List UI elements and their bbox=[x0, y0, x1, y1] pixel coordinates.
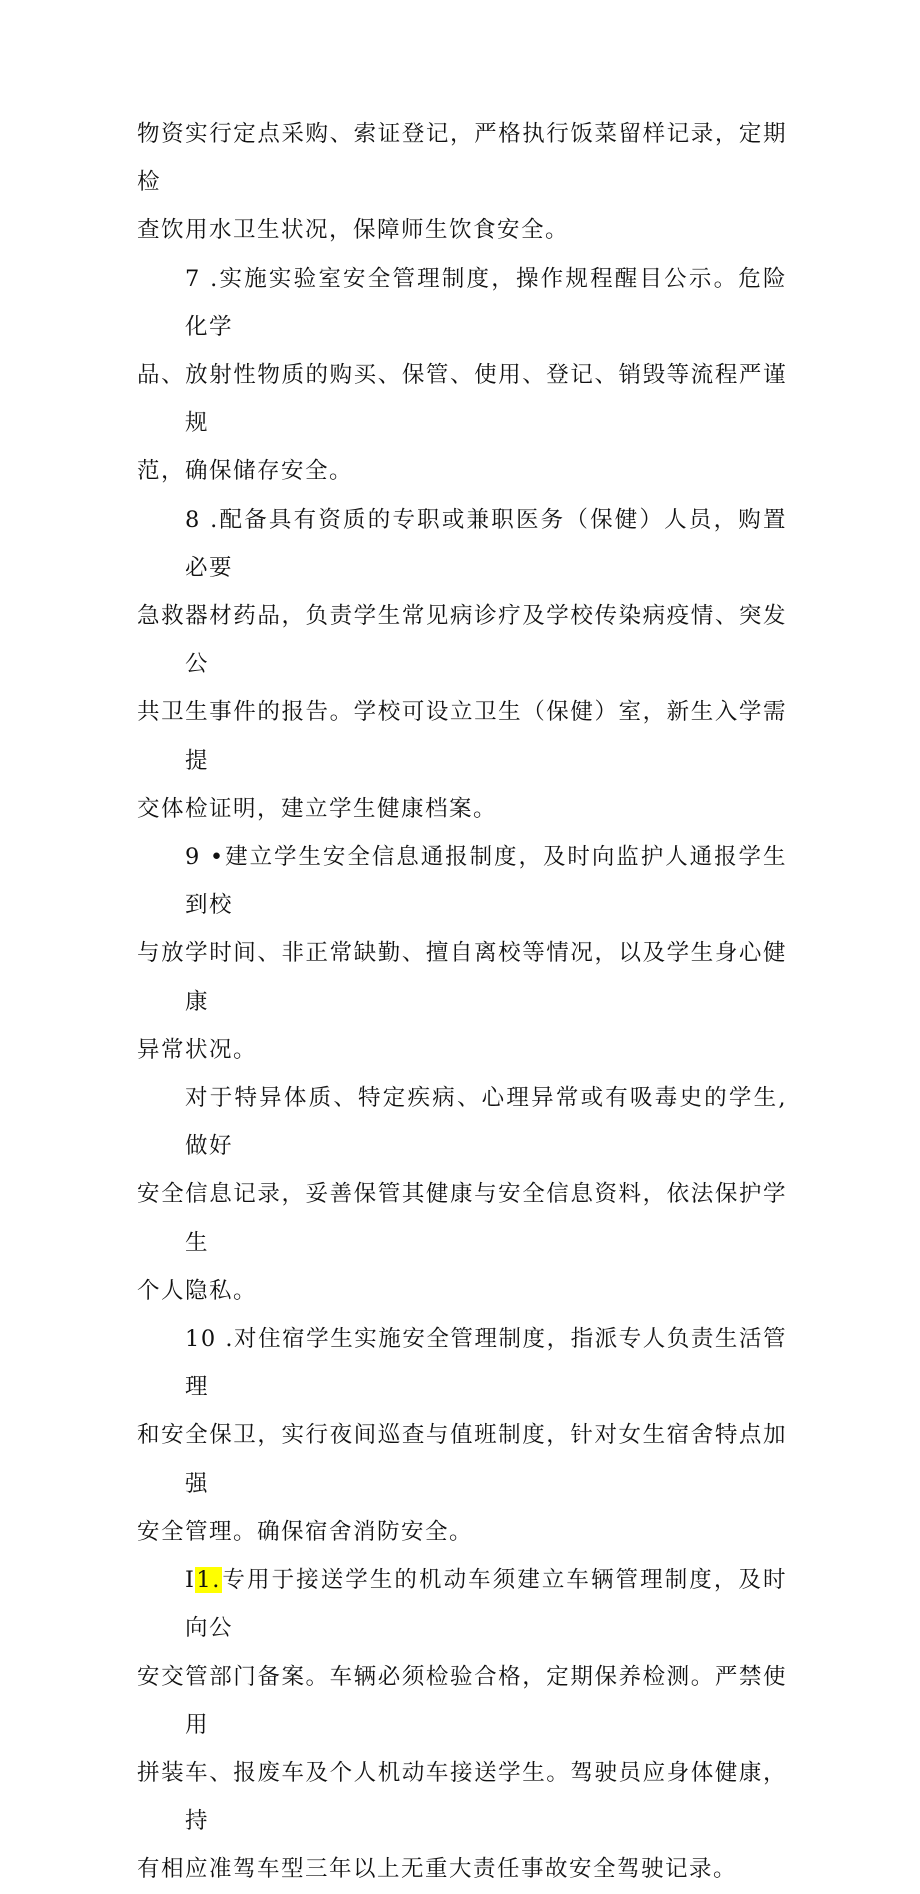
document-body bbox=[137, 110, 787, 1894]
text-line: 对于特异体质、特定疾病、心理异常或有吸毒史的学生,做好 bbox=[185, 1085, 787, 1160]
text-line: 交体检证明，建立学生健康档案。 bbox=[137, 795, 498, 822]
paragraph-item-9-detail bbox=[137, 1074, 787, 1315]
paragraph-item-9 bbox=[137, 833, 787, 1074]
item-number-prefix: I bbox=[185, 1567, 196, 1594]
paragraph-item-7 bbox=[137, 255, 787, 496]
highlighted-item-number: 1. bbox=[196, 1567, 221, 1594]
text-line: 7 .实施实验室安全管理制度，操作规程醒目公示。危险化学 bbox=[185, 265, 787, 340]
paragraph-item-11 bbox=[137, 1556, 787, 1893]
text-line: 品、放射性物质的购买、保管、使用、登记、销毁等流程严谨规 bbox=[137, 362, 787, 437]
text-line: 有相应准驾车型三年以上无重大责任事故安全驾驶记录。 bbox=[137, 1856, 738, 1883]
text-line: 安交管部门备案。车辆必须检验合格，定期保养检测。严禁使用 bbox=[137, 1663, 787, 1738]
text-line: 急救器材药品，负责学生常见病诊疗及学校传染病疫情、突发公 bbox=[137, 603, 787, 678]
text-line: 9 •建立学生安全信息通报制度，及时向监护人通报学生到校 bbox=[185, 844, 787, 919]
paragraph-continuation bbox=[137, 110, 787, 255]
paragraph-item-10 bbox=[137, 1315, 787, 1556]
text-line: 范，确保储存安全。 bbox=[137, 458, 354, 485]
text-line: 10 .对住宿学生实施安全管理制度，指派专人负责生活管理 bbox=[185, 1326, 787, 1401]
text-line: 8 .配备具有资质的专职或兼职医务（保健）人员，购置必要 bbox=[185, 506, 787, 581]
text-line: 异常状况。 bbox=[137, 1036, 258, 1063]
text-line: 专用于接送学生的机动车须建立车辆管理制度，及时向公 bbox=[185, 1567, 787, 1642]
paragraph-item-8 bbox=[137, 496, 787, 833]
text-line: 安全信息记录，妥善保管其健康与安全信息资料，依法保护学生 bbox=[137, 1181, 787, 1256]
text-line: 拼装车、报废车及个人机动车接送学生。驾驶员应身体健康，持 bbox=[137, 1759, 787, 1835]
text-line: 查饮用水卫生状况，保障师生饮食安全。 bbox=[137, 217, 570, 244]
text-line: 与放学时间、非正常缺勤、擅自离校等情况，以及学生身心健康 bbox=[137, 940, 787, 1015]
text-line: 共卫生事件的报告。学校可设立卫生（保健）室，新生入学需提 bbox=[137, 699, 787, 774]
text-line: 安全管理。确保宿舍消防安全。 bbox=[137, 1518, 474, 1545]
text-line: 和安全保卫，实行夜间巡查与值班制度，针对女生宿舍特点加强 bbox=[137, 1422, 787, 1497]
text-line: 个人隐私。 bbox=[137, 1277, 258, 1304]
text-line: 物资实行定点采购、索证登记，严格执行饭菜留样记录，定期检 bbox=[137, 121, 787, 196]
